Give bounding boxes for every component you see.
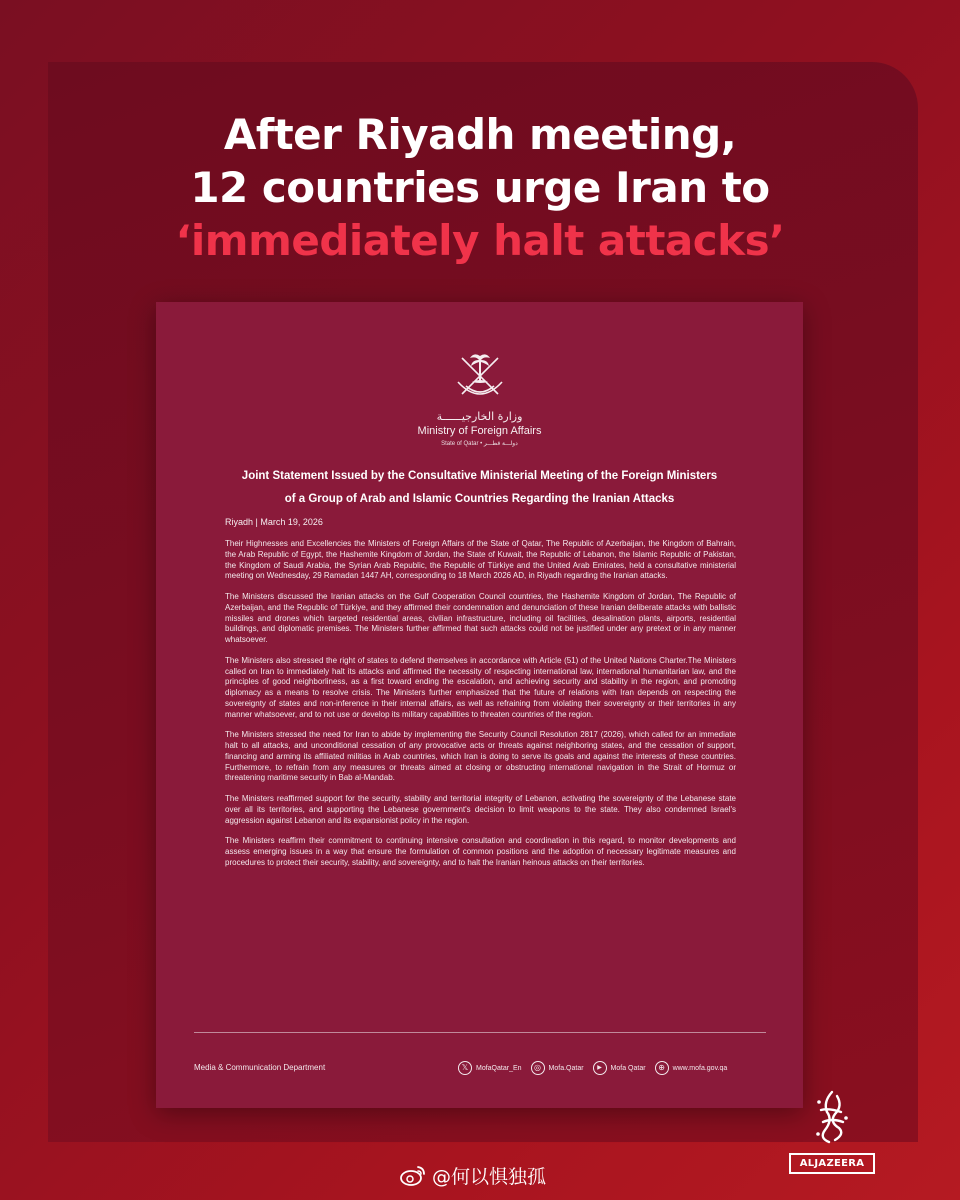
paragraph: The Ministers reaffirmed support for the security, stability and territorial integrity of Lebanon, activating the sovereignty of the Lebanese state over all its territories, and supporting the Lebanese government's decision to limit weapons to the state. They also condemned Israel's aggression against Lebanon and its expansionist policy in the region.	[225, 794, 736, 825]
statement-document	[156, 302, 803, 1108]
headline-line-1: After Riyadh meeting,	[223, 110, 737, 159]
footer-divider	[194, 1032, 766, 1033]
dateline: Riyadh | March 19, 2026	[225, 517, 323, 527]
aljazeera-calligraphy-icon	[789, 1088, 875, 1146]
watermark-text: @何以惧独孤	[432, 1166, 547, 1188]
youtube-icon: ▶	[593, 1061, 607, 1075]
aljazeera-wordmark: ALJAZEERA	[789, 1153, 875, 1174]
footer-social-links	[458, 1061, 727, 1075]
weibo-icon	[400, 1165, 426, 1187]
statement-title	[196, 465, 763, 511]
paragraph: Their Highnesses and Excellencies the Ministers of Foreign Affairs of the State of Qatar, The Republic of Azerbaijan, the Kingdom of Bahrain, the Arab Republic of Egypt, the Hashemite Kingdom of Jordan, the State of Kuwait, the Republic of Lebanon, the Islamic Republic of Pakistan, the Kingdom of Saudi Arabia, the Syrian Arab Republic, the Republic of Türkiye and the United Arab Emirates, held a consultative ministerial meeting on Wednesday, 29 Ramadan 1447 AH, corresponding to 18 March 2026 AD, in Riyadh regarding the Iranian attacks.	[225, 539, 736, 581]
youtube-link-label: Mofa Qatar	[610, 1064, 646, 1072]
qatar-emblem-icon	[452, 348, 508, 406]
website-link-label: www.mofa.gov.qa	[672, 1064, 728, 1072]
statement-title-line-1: Joint Statement Issued by the Consultative Ministerial Meeting of the Foreign Ministers	[241, 470, 718, 482]
paragraph: The Ministers discussed the Iranian attacks on the Gulf Cooperation Council countries, the Hashemite Kingdom of Jordan, The Republic of Azerbaijan, and the Republic of Türkiye, and they affirmed their condemnation and denunciation of these Iranian deliberate attacks with ballistic missiles and drones which targeted residential areas, civilian infrastructure, including oil facilities, desalination plants, airports, residential buildings, and diplomatic premises. The Ministers further affirmed that such attacks could not be justified under any pretext or in any manner whatsoever.	[225, 592, 736, 644]
headline-line-2: 12 countries urge Iran to	[190, 163, 770, 212]
ministry-name-english: Ministry of Foreign Affairs	[417, 425, 542, 437]
state-line: State of Qatar • دولـــة قطـــر	[441, 441, 518, 447]
instagram-link-label: Mofa.Qatar	[548, 1064, 584, 1072]
x-link[interactable]	[458, 1061, 522, 1075]
website-link[interactable]	[655, 1061, 728, 1075]
headline	[0, 108, 960, 267]
weibo-watermark	[400, 1162, 546, 1189]
statement-title-line-2: of a Group of Arab and Islamic Countries Regarding the Iranian Attacks	[284, 493, 675, 505]
aljazeera-logo	[789, 1088, 875, 1174]
youtube-link[interactable]	[593, 1061, 646, 1075]
instagram-link[interactable]	[531, 1061, 584, 1075]
x-link-label: MofaQatar_En	[476, 1064, 522, 1072]
letterhead	[156, 348, 803, 447]
footer-department: Media & Communication Department	[194, 1063, 326, 1072]
x-icon: 𝕏	[458, 1061, 472, 1075]
ministry-name-arabic: وزارة الخارجيــــــة	[436, 410, 523, 423]
paragraph: The Ministers stressed the need for Iran to abide by implementing the Security Council Resolution 2817 (2026), which called for an immediate halt to all attacks, and unconditional cessation of any provocative acts or threats against neighboring states, and the cessation of support, financing and arming its affiliated militias in Arab countries, which Iran is doing to serve its goals and against the interests of these countries. Furthermore, to refrain from any measures or threats aimed at closing or obstructing international navigation in the Strait of Hormuz or threatening maritime security in Bab al-Mandab.	[225, 730, 736, 783]
statement-body	[225, 539, 736, 879]
paragraph: The Ministers reaffirm their commitment to continuing intensive consultation and coordination in this regard, to monitor developments and assess emerging issues in a way that ensure the formulation of common positions and the adoption of necessary legitimate measures and procedures to protect their security, stability, and sovereignty, and to halt the Iranian heinous attacks on their territories.	[225, 836, 736, 867]
headline-highlight: ‘immediately halt attacks’	[175, 216, 785, 265]
instagram-icon: ◎	[531, 1061, 545, 1075]
globe-icon: ⊕	[655, 1061, 669, 1075]
paragraph: The Ministers also stressed the right of states to defend themselves in accordance with Article (51) of the United Nations Charter.The Ministers called on Iran to immediately halt its attacks and affirmed the necessity of respecting international law, international humanitarian law, and the principles of good neighborliness, as a first toward ending the escalation, and achieving security and stability in the region, and promoting diplomacy as a means to resolve crisis. The Ministers further emphasized that the future of relations with Iran depends on respecting the sovereignty of states and non-inference in their internal affairs, as well as refraining from violating their sovereignty or their territories in any manner whatsoever, and to not use or develop its military capabilities to threaten countries of the region.	[225, 655, 736, 719]
